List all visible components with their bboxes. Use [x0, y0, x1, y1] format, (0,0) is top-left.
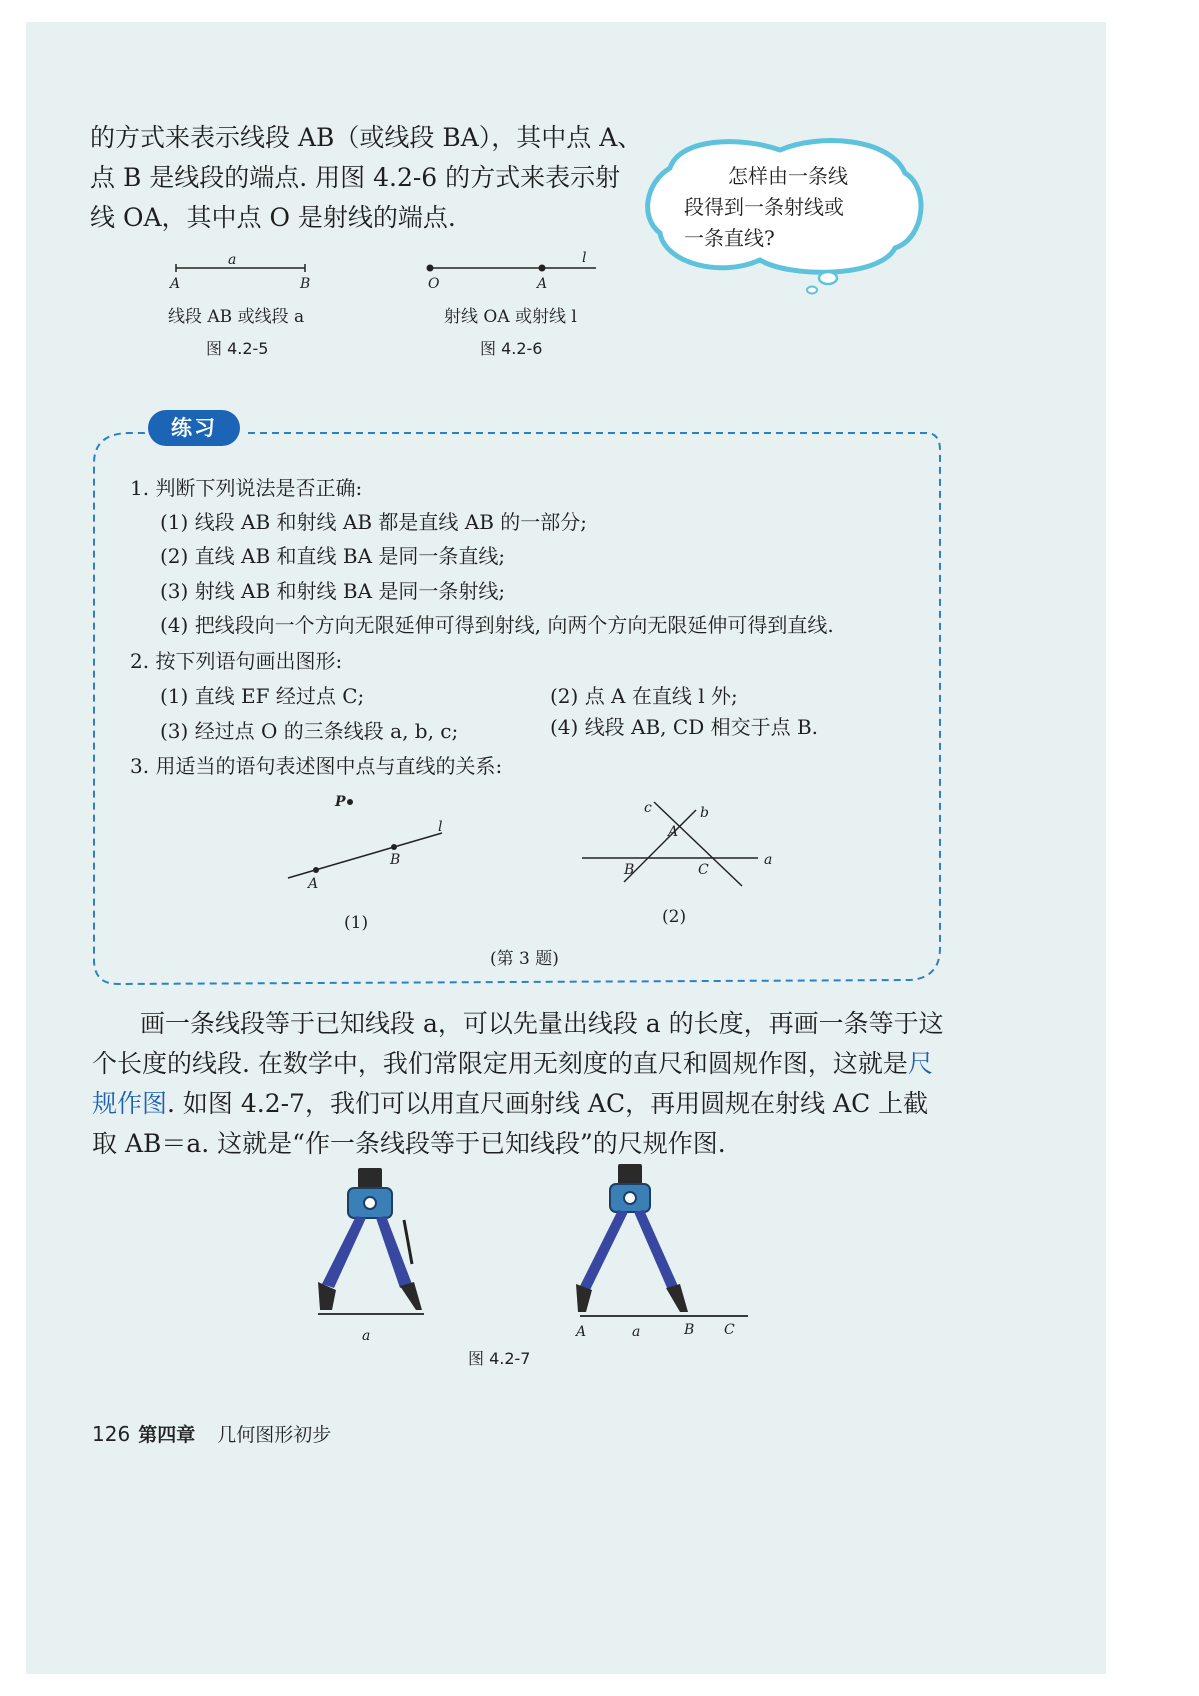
intro-line-2: 点 B 是线段的端点. 用图 4.2-6 的方式来表示射 — [90, 163, 621, 192]
fig425-title: 图 4.2-5 — [206, 339, 269, 358]
compass-right — [574, 1164, 748, 1340]
q1-item-3: (3) 射线 AB 和射线 BA 是同一条射线; — [160, 579, 506, 603]
q3-figure-2-caption: (2) — [662, 907, 687, 927]
chapter-label: 第四章 — [138, 1424, 196, 1446]
q3-figure-2 — [580, 790, 790, 895]
intro-line-1: 的方式来表示线段 AB（或线段 BA），其中点 A、 — [90, 123, 643, 152]
label-C: C — [724, 1322, 735, 1338]
q3-figures-caption: (第 3 题) — [490, 949, 559, 969]
fig425-caption: 线段 AB 或线段 a — [168, 307, 305, 327]
label-b: b — [700, 805, 709, 821]
bubble-line-2: 段得到一条射线或 — [684, 195, 844, 219]
q1-item-4: (4) 把线段向一个方向无限延伸可得到射线, 向两个方向无限延伸可得到直线. — [160, 613, 834, 637]
bubble-line-1: 怎样由一条线 — [728, 164, 848, 188]
label-A: A — [668, 824, 679, 840]
q3-figure-1-caption: (1) — [344, 913, 369, 933]
label-c: c — [644, 800, 652, 816]
bubble-line-3: 一条直线? — [684, 226, 775, 250]
q2-item-4: (4) 线段 AB, CD 相交于点 B. — [550, 715, 819, 739]
label-B: B — [624, 862, 635, 878]
label-C: C — [698, 862, 709, 878]
term-ruler-compass-1: 尺 — [907, 1049, 933, 1078]
label-A: A — [576, 1324, 587, 1340]
figure-4-2-5-segment — [160, 250, 330, 294]
body-line-4: 取 AB＝a. 这就是“作一条线段等于已知线段”的尺规作图. — [92, 1129, 726, 1158]
label-A: A — [308, 876, 319, 892]
line-l — [288, 833, 442, 878]
label-B: B — [300, 276, 311, 292]
q2: 2. 按下列语句画出图形: — [130, 649, 343, 673]
label-P: P — [335, 794, 346, 810]
term-ruler-compass-2: 规作图 — [92, 1089, 168, 1118]
line-b — [624, 810, 696, 882]
q2-item-1: (1) 直线 EF 经过点 C; — [160, 684, 365, 708]
point-A — [313, 867, 319, 873]
label-l: l — [582, 250, 587, 266]
figure-4-2-7 — [300, 1160, 760, 1350]
figure-4-2-6-ray — [418, 248, 608, 294]
q1-item-1: (1) 线段 AB 和射线 AB 都是直线 AB 的一部分; — [160, 510, 587, 534]
q2-item-3: (3) 经过点 O 的三条线段 a, b, c; — [160, 719, 459, 743]
intro-line-3: 线 OA，其中点 O 是射线的端点. — [90, 203, 456, 232]
exercise-badge: 练习 — [148, 410, 240, 446]
fig426-title: 图 4.2-6 — [480, 339, 543, 358]
body-line-2: 个长度的线段. 在数学中，我们常限定用无刻度的直尺和圆规作图，这就是尺 — [92, 1049, 933, 1078]
label-a: a — [362, 1328, 371, 1344]
label-A: A — [537, 276, 548, 292]
label-B: B — [390, 852, 401, 868]
point-B — [391, 844, 397, 850]
page-number: 126 — [92, 1422, 131, 1446]
label-A: A — [170, 276, 181, 292]
label-a: a — [228, 252, 237, 268]
q3: 3. 用适当的语句表述图中点与直线的关系: — [130, 754, 503, 778]
compass-left — [318, 1168, 424, 1344]
page-footer — [92, 1420, 331, 1447]
q2-item-2: (2) 点 A 在直线 l 外; — [550, 684, 738, 708]
label-O: O — [428, 276, 440, 292]
label-a: a — [632, 1324, 641, 1340]
chapter-title: 几何图形初步 — [217, 1424, 332, 1446]
point-O — [427, 265, 434, 272]
q3-figure-1 — [280, 788, 470, 898]
label-l: l — [438, 819, 443, 835]
fig427-title: 图 4.2-7 — [468, 1349, 531, 1368]
q1-item-2: (2) 直线 AB 和直线 BA 是同一条直线; — [160, 544, 506, 568]
fig426-caption: 射线 OA 或射线 l — [444, 307, 577, 327]
point-P — [347, 799, 353, 805]
label-a: a — [764, 852, 773, 868]
body-line-3: 规作图. 如图 4.2-7，我们可以用直尺画射线 AC，再用圆规在射线 AC 上截 — [92, 1089, 929, 1118]
body-line-1: 画一条线段等于已知线段 a，可以先量出线段 a 的长度，再画一条等于这 — [140, 1009, 944, 1038]
q1: 1. 判断下列说法是否正确: — [130, 476, 363, 500]
point-A — [539, 265, 546, 272]
label-B: B — [684, 1322, 695, 1338]
